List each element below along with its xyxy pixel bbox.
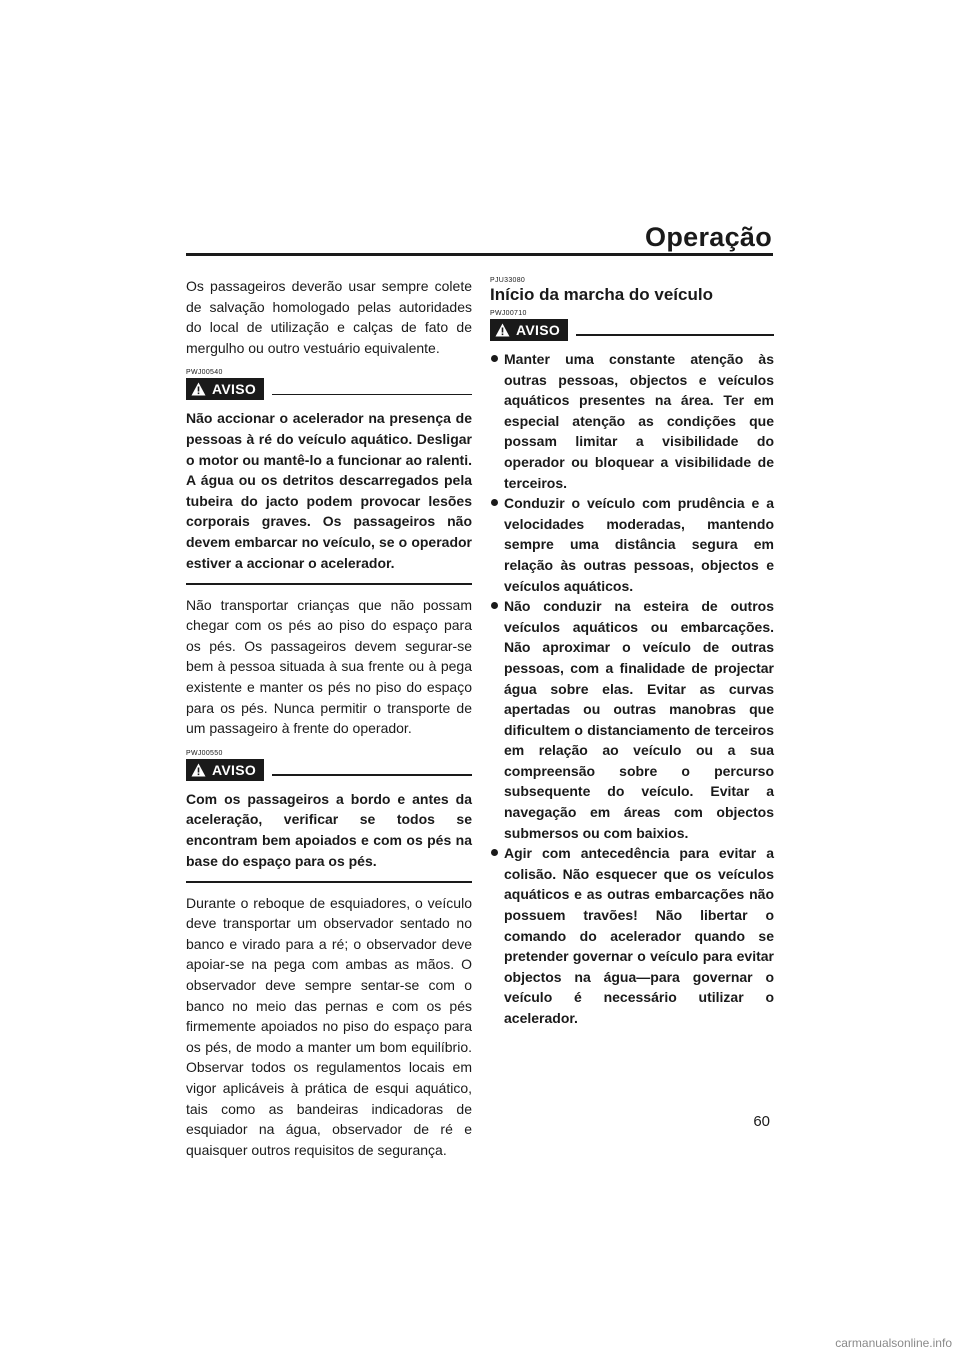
warning-triangle-icon xyxy=(191,382,206,396)
warning-rule xyxy=(272,774,472,776)
body-paragraph: Durante o reboque de esquiadores, o veículo deve transportar um observador sentado no banco e virado para a ré; o observador deve apoiar-se na pega com ambas as mãos. O observador deve sempre sentar-se com o banco no meio das pernas e com os pés firmemente apoiados no piso do espaço para os pés, de modo a manter um bom equilíbrio. Observar todos os regulamentos locais em vigor aplicáveis à prática de esqui aquático, tais como as bandeiras indicadoras de esquiador na água, observador de ré e quaisquer outros requisitos de segurança. xyxy=(186,894,472,1158)
warning-label: AVISO xyxy=(212,381,257,398)
warning-badge xyxy=(186,759,264,781)
warning-rule xyxy=(272,394,472,396)
section-title: Início da marcha do veículo xyxy=(490,285,713,304)
left-column xyxy=(186,276,472,1160)
warning-rule xyxy=(576,334,774,336)
watermark: carmanualsonline.info xyxy=(835,1336,952,1350)
warning-bullet: Agir com antecedência para evitar a colisão. Não esquecer que os veículos aquáticos e as outras embarcações não possuem travões! Não libertar o comando do acelerador quando se pretender governar o veículo para evitar objectos na água—para governar o veículo é necessário utilizar o acelerador. xyxy=(490,843,774,1028)
warning-badge xyxy=(186,378,264,400)
warning-end-rule xyxy=(186,881,472,883)
warning-bullet: Manter uma constante atenção às outras pessoas, objectos e veículos aquáticos presentes na área. Ter em especial atenção as condições que possam limitar a visibilidade do operador ou bloquear a visibilidade de terceiros. xyxy=(490,349,774,493)
warning-triangle-icon xyxy=(495,323,510,337)
warning-code: PWJ00710 xyxy=(490,310,527,317)
warning-bullet-list xyxy=(490,349,774,1029)
warning-header xyxy=(490,319,774,341)
warning-code: PWJ00550 xyxy=(186,749,223,757)
warning-label: AVISO xyxy=(516,322,561,338)
warning-end-rule xyxy=(186,583,472,585)
warning-label: AVISO xyxy=(212,761,257,778)
warning-text: Com os passageiros a bordo e antes da aceleração, verificar se todos se encontram bem apoiados e com os pés na base do espaço para os pés. xyxy=(186,790,472,869)
page-number: 60 xyxy=(753,1113,770,1130)
page-title: Operação xyxy=(645,222,772,252)
header-rule xyxy=(186,253,773,256)
warning-bullet: Conduzir o veículo com prudência e a velocidades moderadas, mantendo sempre uma distância segura em relação às outras pessoas, objectos e veículos aquáticos. xyxy=(490,493,774,596)
warning-bullet: Não conduzir na esteira de outros veículos aquáticos ou embarcações. Não aproximar o veículo de outras pessoas, com a finalidade de projectar água sobre elas. Evitar as curvas apertadas ou outras manobras que dificultem o distanciamento de terceiros em relação ao veículo ou a sua compreensão sobre o percurso subsequente do veículo. Evitar a navegação em áreas com objectos submersos ou com baixios. xyxy=(490,596,774,843)
warning-badge xyxy=(490,319,568,341)
warning-code: PWJ00540 xyxy=(186,369,223,377)
right-column xyxy=(490,276,774,1029)
warning-header xyxy=(186,378,472,400)
body-paragraph: Os passageiros deverão usar sempre colete de salvação homologado pelas autoridades do local de utilização e calças de fato de mergulho ou outro vestuário equivalente. xyxy=(186,278,472,356)
body-paragraph: Não transportar crianças que não possam chegar com os pés ao piso do espaço para os pés. Os passageiros devem segurar-se bem à pessoa situada à sua frente ou à pega existente e manter os pés no piso do espaço para os pés. Nunca permitir o transporte de um passageiro à frente do operador. xyxy=(186,596,472,737)
warning-header xyxy=(186,759,472,781)
section-code: PJU33080 xyxy=(490,277,526,284)
warning-triangle-icon xyxy=(191,763,206,777)
warning-text: Não accionar o acelerador na presença de pessoas à ré do veículo aquático. Desligar o motor ou mantê-lo a funcionar ao ralenti. A água ou os detritos descarregados pela tubeira do jacto podem provocar lesões corporais graves. Os passageiros não devem embarcar no veículo, se o operador estiver a accionar o acelerador. xyxy=(186,410,472,571)
